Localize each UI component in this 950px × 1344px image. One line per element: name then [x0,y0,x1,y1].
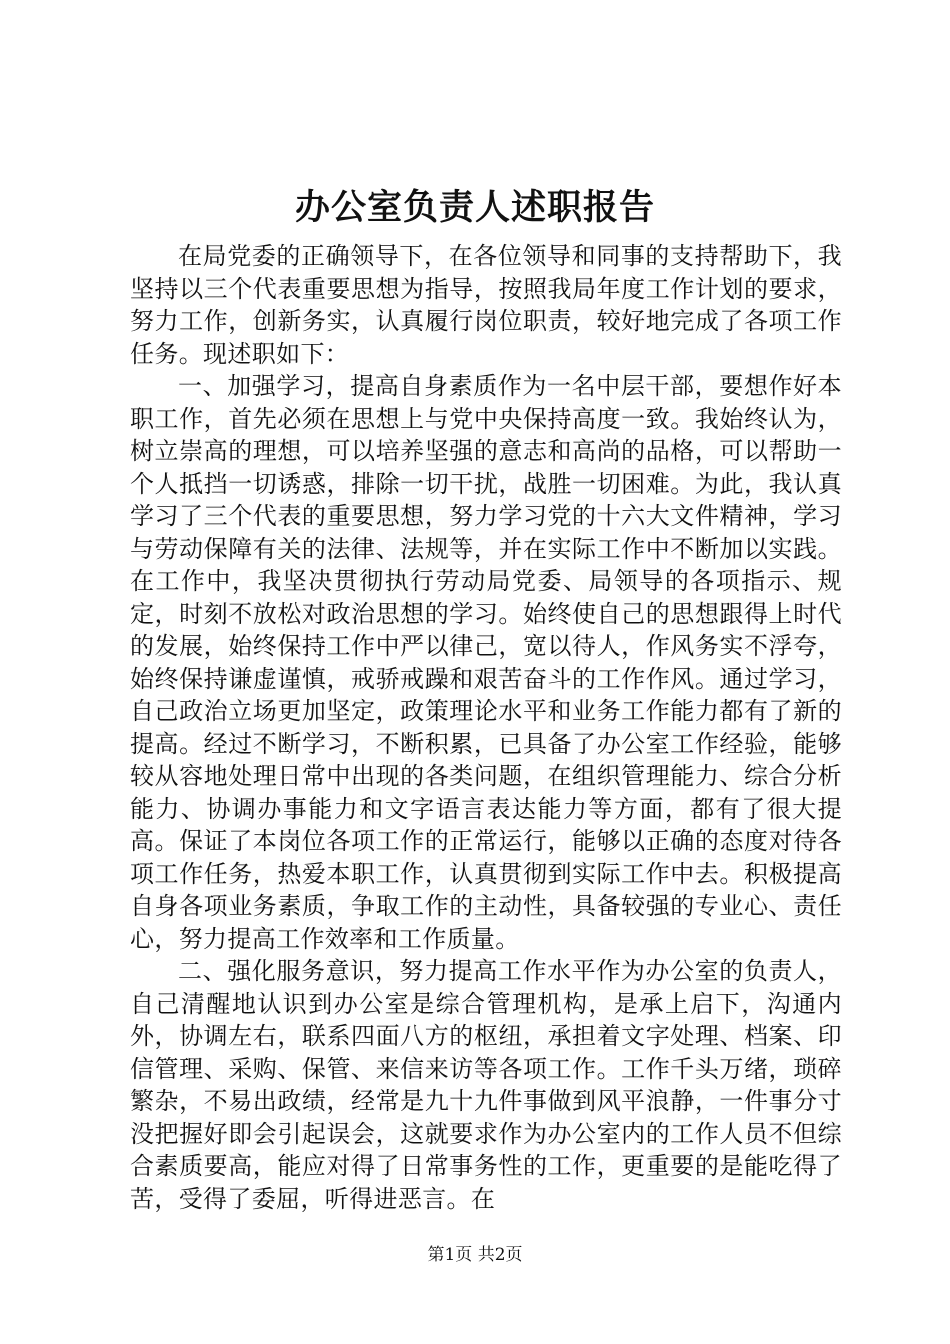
document-body [130,240,842,1215]
paragraph-section-2: 二、强化服务意识，努力提高工作水平作为办公室的负责人，自己清醒地认识到办公室是综合管理机构，是承上启下，沟通内外，协调左右，联系四面八方的枢纽，承担着文字处理、档案、印信管理、采购、保管、来信来访等各项工作。工作千头万绪，琐碎繁杂，不易出政绩，经常是九十九件事做到风平浪静，一件事分寸没把握好即会引起误会，这就要求作为办公室内的工作人员不但综合素质要高，能应对得了日常事务性的工作，更重要的是能吃得了苦，受得了委屈，听得进恶言。在 [130,957,842,1213]
document-title: 办公室负责人述职报告 [294,187,655,228]
paragraph-section-1: 一、加强学习，提高自身素质作为一名中层干部，要想作好本职工作，首先必须在思想上与党中央保持高度一致。我始终认为，树立崇高的理想，可以培养坚强的意志和高尚的品格，可以帮助一个人抵挡一切诱惑，排除一切干扰，战胜一切困难。为此，我认真学习了三个代表的重要思想，努力学习党的十六大文件精神，学习与劳动保障有关的法律、法规等，并在实际工作中不断加以实践。在工作中，我坚决贯彻执行劳动局党委、局领导的各项指示、规定，时刻不放松对政治思想的学习。始终使自己的思想跟得上时代的发展，始终保持工作中严以律己，宽以待人，作风务实不浮夸，始终保持谦虚谨慎，戒骄戒躁和艰苦奋斗的工作作风。通过学习，自己政治立场更加坚定，政策理论水平和业务工作能力都有了新的提高。经过不断学习，不断积累，已具备了办公室工作经验，能够较从容地处理日常中出现的各类问题，在组织管理能力、综合分析能力、协调办事能力和文字语言表达能力等方面，都有了很大提高。保证了本岗位各项工作的正常运行，能够以正确的态度对待各项工作任务，热爱本职工作，认真贯彻到实际工作中去。积极提高自身各项业务素质，争取工作的主动性，具备较强的专业心、责任心，努力提高工作效率和工作质量。 [130,372,842,953]
paragraph-intro: 在局党委的正确领导下，在各位领导和同事的支持帮助下，我坚持以三个代表重要思想为指导，按照我局年度工作计划的要求，努力工作，创新务实，认真履行岗位职责，较好地完成了各项工作任务。现述职如下： [130,242,842,368]
page-number-label: 第1页 共2页 [427,1245,523,1265]
page-footer [0,1243,950,1267]
